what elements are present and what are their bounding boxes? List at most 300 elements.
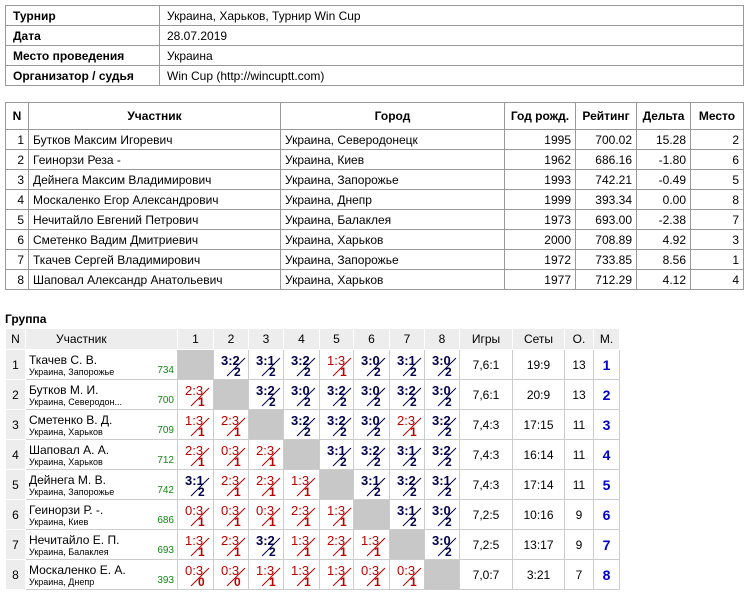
info-key: Организатор / судья	[6, 66, 160, 86]
match-sets: 3:0	[291, 383, 310, 398]
group-sets: 3:21	[513, 560, 565, 590]
match-score	[249, 350, 283, 379]
group-score-cell	[178, 500, 214, 530]
group-score-cell	[249, 500, 284, 530]
match-sets: 1:3	[361, 533, 380, 548]
match-sets: 3:2	[256, 533, 275, 548]
group-place: 4	[594, 440, 620, 470]
match-points: 2	[445, 395, 452, 409]
group-col-2: 2	[214, 329, 249, 350]
col-city: Город	[281, 103, 505, 130]
match-points: 2	[445, 485, 452, 499]
match-score	[354, 530, 389, 559]
group-games: 7,2:5	[460, 500, 513, 530]
group-col-5: 5	[320, 329, 354, 350]
match-sets: 3:2	[397, 383, 416, 398]
participant-delta: 4.92	[637, 230, 691, 250]
participant-row	[6, 270, 744, 290]
participant-city: Украина, Днепр	[281, 190, 505, 210]
participant-rating: 733.85	[576, 250, 637, 270]
participant-place: 1	[691, 250, 744, 270]
match-score	[320, 410, 353, 439]
group-player-cell	[26, 560, 178, 590]
group-player-rating: 709	[157, 425, 174, 436]
group-player-rating: 393	[157, 575, 174, 586]
match-points: 1	[269, 575, 276, 589]
match-sets: 2:3	[256, 443, 275, 458]
group-col-4: 4	[284, 329, 320, 350]
match-points: 2	[445, 365, 452, 379]
group-score-cell	[320, 380, 354, 410]
match-sets: 3:0	[432, 383, 451, 398]
match-score	[425, 500, 459, 529]
participant-row	[6, 250, 744, 270]
match-score	[284, 380, 319, 409]
match-points: 2	[374, 395, 381, 409]
match-sets: 2:3	[221, 473, 240, 488]
group-score-cell	[390, 500, 425, 530]
group-row	[6, 500, 620, 530]
participant-city: Украина, Харьков	[281, 270, 505, 290]
group-player-name: Сметенко В. Д.	[29, 413, 113, 427]
match-points: 1	[269, 485, 276, 499]
group-games: 7,2:5	[460, 530, 513, 560]
match-score	[320, 380, 353, 409]
match-points: 1	[269, 455, 276, 469]
match-sets: 3:2	[291, 413, 310, 428]
participant-n: 8	[6, 270, 29, 290]
col-rating: Рейтинг	[576, 103, 637, 130]
group-player-name: Нечитайло Е. П.	[29, 533, 120, 547]
participant-delta: -0.49	[637, 170, 691, 190]
participant-delta: -1.80	[637, 150, 691, 170]
group-score-cell	[354, 560, 390, 590]
match-score	[178, 380, 213, 409]
group-row	[6, 470, 620, 500]
match-sets: 3:2	[361, 443, 380, 458]
match-score	[214, 530, 248, 559]
group-player-name: Ткачев С. В.	[29, 353, 98, 367]
match-score	[320, 560, 353, 589]
group-points: 13	[565, 380, 594, 410]
group-col-6: 6	[354, 329, 390, 350]
match-score	[425, 350, 459, 379]
match-sets: 1:3	[256, 563, 275, 578]
match-points: 1	[198, 425, 205, 439]
participant-year: 1999	[505, 190, 576, 210]
match-sets: 1:3	[291, 473, 310, 488]
match-score	[178, 560, 213, 589]
group-points: 7	[565, 560, 594, 590]
match-sets: 3:2	[327, 413, 346, 428]
group-row	[6, 380, 620, 410]
match-points: 2	[445, 425, 452, 439]
match-score	[390, 350, 424, 379]
participant-name: Бутков Максим Игоревич	[29, 130, 281, 150]
participant-n: 4	[6, 190, 29, 210]
match-sets: 3:2	[327, 383, 346, 398]
match-points: 1	[340, 575, 347, 589]
group-score-cell	[284, 500, 320, 530]
col-delta: Дельта	[637, 103, 691, 130]
participant-year: 1972	[505, 250, 576, 270]
match-points: 2	[304, 365, 311, 379]
participant-name: Нечитайло Евгений Петрович	[29, 210, 281, 230]
group-player-rating: 693	[157, 545, 174, 556]
participant-n: 3	[6, 170, 29, 190]
group-diagonal-cell	[425, 560, 460, 590]
group-sets: 20:9	[513, 380, 565, 410]
group-player-cell	[26, 350, 178, 380]
match-score	[249, 440, 283, 469]
group-score-cell	[284, 350, 320, 380]
participant-name: Сметенко Вадим Дмитриевич	[29, 230, 281, 250]
participant-row	[6, 230, 744, 250]
group-col-sets: Сеты	[513, 329, 565, 350]
info-value: 28.07.2019	[160, 26, 744, 46]
group-place: 1	[594, 350, 620, 380]
match-sets: 3:2	[291, 353, 310, 368]
group-sets: 10:16	[513, 500, 565, 530]
group-col-3: 3	[249, 329, 284, 350]
match-score	[284, 500, 319, 529]
group-score-cell	[354, 410, 390, 440]
match-score	[214, 500, 248, 529]
group-diagonal-cell	[354, 500, 390, 530]
match-points: 1	[340, 545, 347, 559]
group-score-cell	[354, 470, 390, 500]
match-score	[249, 470, 283, 499]
participant-rating: 393.34	[576, 190, 637, 210]
group-col-games: Игры	[460, 329, 513, 350]
participant-rating: 700.02	[576, 130, 637, 150]
group-games: 7,4:3	[460, 470, 513, 500]
group-score-cell	[320, 410, 354, 440]
match-points: 1	[234, 455, 241, 469]
group-row-n: 3	[6, 410, 26, 440]
group-place: 8	[594, 560, 620, 590]
participant-year: 1993	[505, 170, 576, 190]
match-score	[284, 470, 319, 499]
match-score	[284, 410, 319, 439]
participant-place: 2	[691, 130, 744, 150]
match-points: 2	[269, 365, 276, 379]
group-score-cell	[390, 440, 425, 470]
match-score	[178, 470, 213, 499]
participant-place: 4	[691, 270, 744, 290]
group-score-cell	[284, 380, 320, 410]
match-sets: 3:0	[361, 383, 380, 398]
info-value: Украина	[160, 46, 744, 66]
group-row-n: 2	[6, 380, 26, 410]
match-score	[390, 560, 424, 589]
match-score	[178, 440, 213, 469]
match-sets: 0:3	[256, 503, 275, 518]
participant-city: Украина, Запорожье	[281, 250, 505, 270]
participant-n: 7	[6, 250, 29, 270]
match-score	[214, 470, 248, 499]
group-games: 7,4:3	[460, 410, 513, 440]
match-sets: 2:3	[185, 383, 204, 398]
match-sets: 3:0	[432, 503, 451, 518]
info-row	[6, 26, 744, 46]
group-score-cell	[320, 560, 354, 590]
match-sets: 3:1	[185, 473, 204, 488]
group-score-cell	[249, 440, 284, 470]
match-score	[178, 500, 213, 529]
tournament-info-table	[5, 5, 744, 86]
match-sets: 3:1	[397, 443, 416, 458]
match-sets: 0:3	[221, 503, 240, 518]
match-score	[354, 470, 389, 499]
group-score-cell	[178, 530, 214, 560]
participant-name: Шаповал Александр Анатольевич	[29, 270, 281, 290]
match-sets: 0:3	[397, 563, 416, 578]
participant-name: Ткачев Сергей Владимирович	[29, 250, 281, 270]
group-player-rating: 700	[157, 395, 174, 406]
group-score-cell	[214, 410, 249, 440]
group-score-cell	[425, 410, 460, 440]
group-row-n: 4	[6, 440, 26, 470]
participant-delta: 0.00	[637, 190, 691, 210]
participant-city: Украина, Балаклея	[281, 210, 505, 230]
group-row	[6, 440, 620, 470]
match-points: 2	[410, 365, 417, 379]
group-diagonal-cell	[320, 470, 354, 500]
group-place: 3	[594, 410, 620, 440]
group-score-cell	[214, 470, 249, 500]
group-col-8: 8	[425, 329, 460, 350]
group-score-cell	[425, 470, 460, 500]
group-diagonal-cell	[284, 440, 320, 470]
participant-row	[6, 130, 744, 150]
match-points: 2	[374, 365, 381, 379]
group-diagonal-cell	[249, 410, 284, 440]
participant-delta: -2.38	[637, 210, 691, 230]
match-points: 1	[304, 545, 311, 559]
group-sets: 17:14	[513, 470, 565, 500]
group-col-7: 7	[390, 329, 425, 350]
match-sets: 3:1	[327, 443, 346, 458]
match-points: 1	[340, 365, 347, 379]
participant-year: 1973	[505, 210, 576, 230]
participant-rating: 712.29	[576, 270, 637, 290]
match-points: 1	[198, 455, 205, 469]
match-sets: 3:1	[397, 353, 416, 368]
group-col-place: М.	[594, 329, 620, 350]
group-player-cell	[26, 530, 178, 560]
match-points: 1	[374, 575, 381, 589]
group-score-cell	[178, 560, 214, 590]
group-points: 11	[565, 410, 594, 440]
match-sets: 1:3	[327, 563, 346, 578]
participant-n: 2	[6, 150, 29, 170]
match-score	[178, 530, 213, 559]
match-sets: 3:0	[361, 353, 380, 368]
col-year: Год рожд.	[505, 103, 576, 130]
participant-row	[6, 170, 744, 190]
match-sets: 3:1	[256, 353, 275, 368]
participant-place: 3	[691, 230, 744, 250]
group-score-cell	[390, 560, 425, 590]
match-points: 2	[198, 485, 205, 499]
group-games: 7,4:3	[460, 440, 513, 470]
match-score	[390, 380, 424, 409]
match-points: 2	[374, 425, 381, 439]
group-player-city: Украина, Киев	[29, 517, 89, 527]
match-sets: 3:2	[256, 383, 275, 398]
match-sets: 1:3	[185, 413, 204, 428]
col-n: N	[6, 103, 29, 130]
match-sets: 3:2	[397, 473, 416, 488]
match-points: 2	[269, 545, 276, 559]
participant-row	[6, 210, 744, 230]
match-sets: 3:2	[432, 443, 451, 458]
match-score	[214, 350, 248, 379]
match-score	[249, 530, 283, 559]
participants-header-row	[6, 103, 744, 130]
group-player-name: Геинорзи Р. -.	[29, 503, 104, 517]
info-value: Win Cup (http://wincuptt.com)	[160, 66, 744, 86]
match-score	[425, 410, 459, 439]
match-score	[320, 440, 353, 469]
group-col-n: N	[6, 329, 26, 350]
group-player-cell	[26, 500, 178, 530]
group-score-cell	[178, 440, 214, 470]
group-player-city: Украина, Северодон...	[29, 397, 122, 407]
group-score-cell	[390, 380, 425, 410]
info-row	[6, 46, 744, 66]
match-score	[320, 500, 353, 529]
match-points: 1	[304, 485, 311, 499]
group-score-cell	[425, 530, 460, 560]
match-sets: 2:3	[327, 533, 346, 548]
group-score-cell	[214, 530, 249, 560]
info-key: Место проведения	[6, 46, 160, 66]
group-score-cell	[425, 440, 460, 470]
info-row	[6, 66, 744, 86]
group-player-name: Шаповал А. А.	[29, 443, 110, 457]
group-score-cell	[214, 350, 249, 380]
match-score	[284, 560, 319, 589]
match-sets: 1:3	[185, 533, 204, 548]
participant-delta: 15.28	[637, 130, 691, 150]
col-name: Участник	[29, 103, 281, 130]
group-score-cell	[249, 560, 284, 590]
match-points: 2	[445, 545, 452, 559]
participant-rating: 742.21	[576, 170, 637, 190]
group-player-city: Украина, Харьков	[29, 457, 103, 467]
participants-table	[5, 102, 744, 290]
match-sets: 3:2	[432, 413, 451, 428]
match-points: 1	[234, 485, 241, 499]
match-sets: 3:0	[361, 413, 380, 428]
group-points: 9	[565, 530, 594, 560]
match-points: 1	[374, 545, 381, 559]
group-row-n: 8	[6, 560, 26, 590]
participant-name: Дейнега Максим Владимирович	[29, 170, 281, 190]
match-sets: 3:1	[397, 503, 416, 518]
match-sets: 3:2	[221, 353, 240, 368]
participant-n: 1	[6, 130, 29, 150]
match-points: 1	[340, 515, 347, 529]
match-score	[390, 500, 424, 529]
group-player-city: Украина, Днепр	[29, 577, 95, 587]
match-points: 1	[234, 425, 241, 439]
match-points: 1	[304, 515, 311, 529]
participant-row	[6, 150, 744, 170]
group-score-cell	[178, 410, 214, 440]
group-score-cell	[320, 440, 354, 470]
group-sets: 17:15	[513, 410, 565, 440]
group-score-cell	[249, 530, 284, 560]
participant-name: Геинорзи Реза -	[29, 150, 281, 170]
match-sets: 2:3	[221, 533, 240, 548]
participant-city: Украина, Северодонецк	[281, 130, 505, 150]
match-points: 1	[198, 515, 205, 529]
group-score-cell	[214, 500, 249, 530]
participant-n: 5	[6, 210, 29, 230]
group-sets: 19:9	[513, 350, 565, 380]
match-points: 1	[269, 515, 276, 529]
group-score-cell	[390, 470, 425, 500]
col-place: Место	[691, 103, 744, 130]
match-points: 2	[410, 485, 417, 499]
match-sets: 2:3	[185, 443, 204, 458]
participant-city: Украина, Харьков	[281, 230, 505, 250]
group-score-cell	[214, 560, 249, 590]
match-score	[249, 380, 283, 409]
group-player-name: Дейнега М. В.	[29, 473, 106, 487]
info-key: Дата	[6, 26, 160, 46]
group-diagonal-cell	[390, 530, 425, 560]
participant-year: 1962	[505, 150, 576, 170]
match-sets: 0:3	[185, 563, 204, 578]
match-score	[284, 350, 319, 379]
group-sets: 13:17	[513, 530, 565, 560]
participant-city: Украина, Киев	[281, 150, 505, 170]
participant-place: 6	[691, 150, 744, 170]
group-results-table	[5, 328, 620, 590]
participant-delta: 8.56	[637, 250, 691, 270]
match-score	[249, 560, 283, 589]
group-points: 11	[565, 440, 594, 470]
group-player-city: Украина, Балаклея	[29, 547, 109, 557]
match-score	[354, 410, 389, 439]
match-score	[425, 470, 459, 499]
group-row	[6, 560, 620, 590]
group-player-city: Украина, Харьков	[29, 427, 103, 437]
group-score-cell	[178, 380, 214, 410]
match-points: 1	[234, 515, 241, 529]
match-points: 2	[234, 365, 241, 379]
group-score-cell	[249, 470, 284, 500]
group-place: 7	[594, 530, 620, 560]
match-score	[320, 350, 353, 379]
match-sets: 1:3	[291, 533, 310, 548]
match-points: 2	[340, 425, 347, 439]
group-player-rating: 686	[157, 515, 174, 526]
match-sets: 1:3	[327, 353, 346, 368]
group-sets: 16:14	[513, 440, 565, 470]
group-games: 7,0:7	[460, 560, 513, 590]
group-col-player: Участник	[26, 329, 178, 350]
group-diagonal-cell	[214, 380, 249, 410]
match-points: 1	[198, 395, 205, 409]
match-sets: 1:3	[327, 503, 346, 518]
group-row-n: 7	[6, 530, 26, 560]
match-sets: 0:3	[221, 563, 240, 578]
